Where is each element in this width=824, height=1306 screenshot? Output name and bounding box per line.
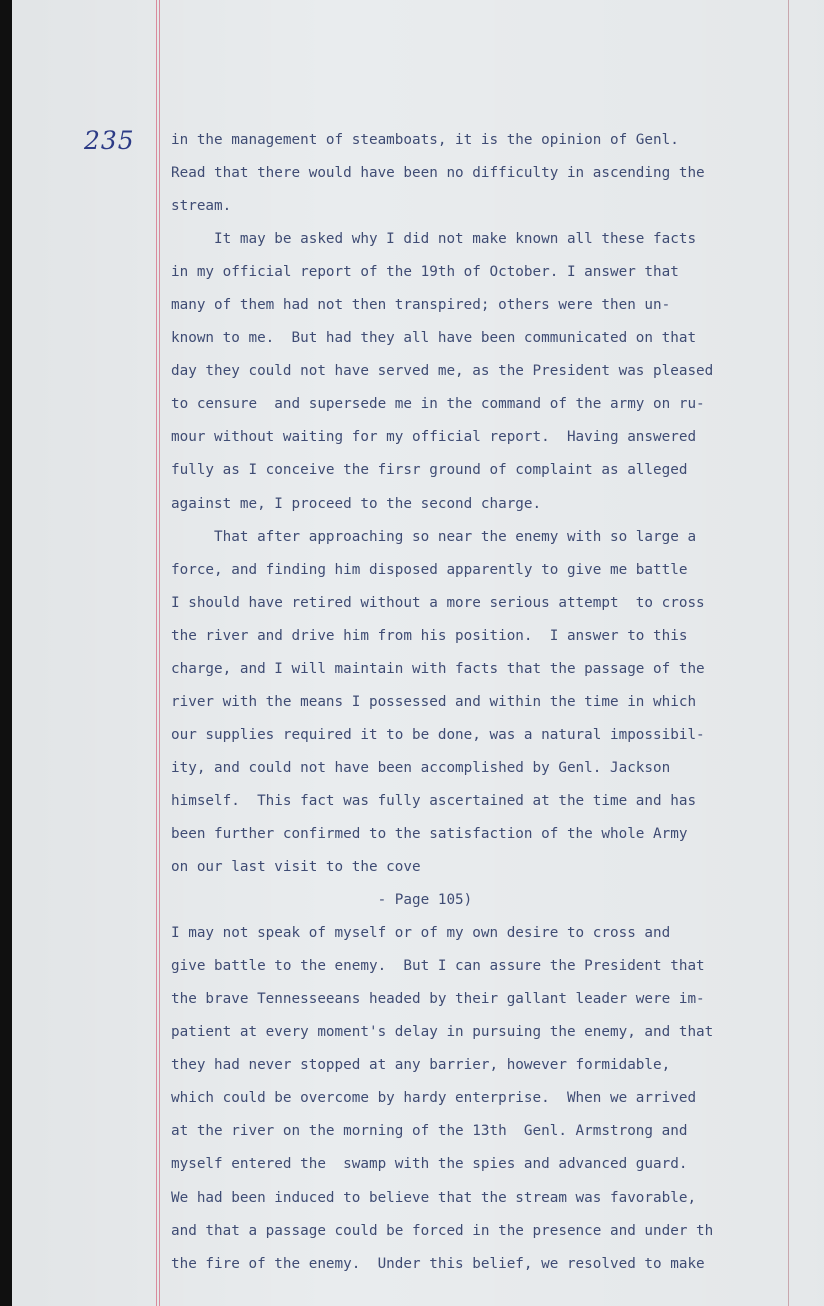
text-line: they had never stopped at any barrier, however formidable, xyxy=(171,1057,671,1074)
text-line: It may be asked why I did not make known all these facts xyxy=(171,231,697,248)
left-margin-rule xyxy=(156,0,157,1306)
text-line: at the river on the morning of the 13th Genl. Armstrong and xyxy=(171,1123,688,1140)
text-line: give battle to the enemy. But I can assure the President that xyxy=(171,958,705,975)
text-line: which could be overcome by hardy enterprise. When we arrived xyxy=(171,1090,697,1107)
text-line: force, and finding him disposed apparently to give me battle xyxy=(171,561,688,578)
text-line: stream. xyxy=(171,198,232,215)
text-line: to censure and supersede me in the command of the army on ru- xyxy=(171,396,705,413)
text-line: and that a passage could be forced in the presence and under th xyxy=(171,1222,714,1239)
text-line: on our last visit to the cove xyxy=(171,859,421,876)
text-line: himself. This fact was fully ascertained at the time and has xyxy=(171,792,697,809)
text-line: the fire of the enemy. Under this belief, we resolved to make xyxy=(171,1255,705,1272)
folio-number: 235 xyxy=(84,126,135,155)
text-line: against me, I proceed to the second charge. xyxy=(171,495,542,512)
text-line: in the management of steamboats, it is the opinion of Genl. xyxy=(171,132,679,148)
text-line: I may not speak of myself or of my own desire to cross and xyxy=(171,925,671,942)
text-line: myself entered the swamp with the spies and advanced guard. xyxy=(171,1156,688,1173)
text-line: the brave Tennesseeans headed by their gallant leader were im- xyxy=(171,991,705,1008)
text-line: many of them had not then transpired; others were then un- xyxy=(171,297,671,314)
text-line: fully as I conceive the firsr ground of complaint as alleged xyxy=(171,462,688,479)
text-line: That after approaching so near the enemy with so large a xyxy=(171,528,697,545)
text-line: the river and drive him from his position. I answer to this xyxy=(171,627,688,644)
text-line: day they could not have served me, as the President was pleased xyxy=(171,363,714,380)
text-line: mour without waiting for my official report. Having answered xyxy=(171,429,697,446)
document-page xyxy=(12,0,824,1306)
text-line: patient at every moment's delay in pursuing the enemy, and that xyxy=(171,1024,714,1041)
text-line: been further confirmed to the satisfaction of the whole Army xyxy=(171,825,688,842)
text-line: charge, and I will maintain with facts that the passage of the xyxy=(171,660,705,677)
text-line: We had been induced to believe that the stream was favorable, xyxy=(171,1189,697,1206)
text-line: Read that there would have been no difficulty in ascending the xyxy=(171,165,705,182)
text-line: in my official report of the 19th of October. I answer that xyxy=(171,264,679,281)
text-line: known to me. But had they all have been communicated on that xyxy=(171,330,697,347)
text-line: ity, and could not have been accomplished by Genl. Jackson xyxy=(171,759,671,776)
typewritten-body xyxy=(171,124,811,1281)
left-margin-rule-inner xyxy=(159,0,160,1306)
text-line: I should have retired without a more serious attempt to cross xyxy=(171,594,705,611)
text-line: - Page 105) xyxy=(171,892,473,909)
text-line: river with the means I possessed and within the time in which xyxy=(171,693,697,710)
text-line: our supplies required it to be done, was a natural impossibil- xyxy=(171,726,705,743)
